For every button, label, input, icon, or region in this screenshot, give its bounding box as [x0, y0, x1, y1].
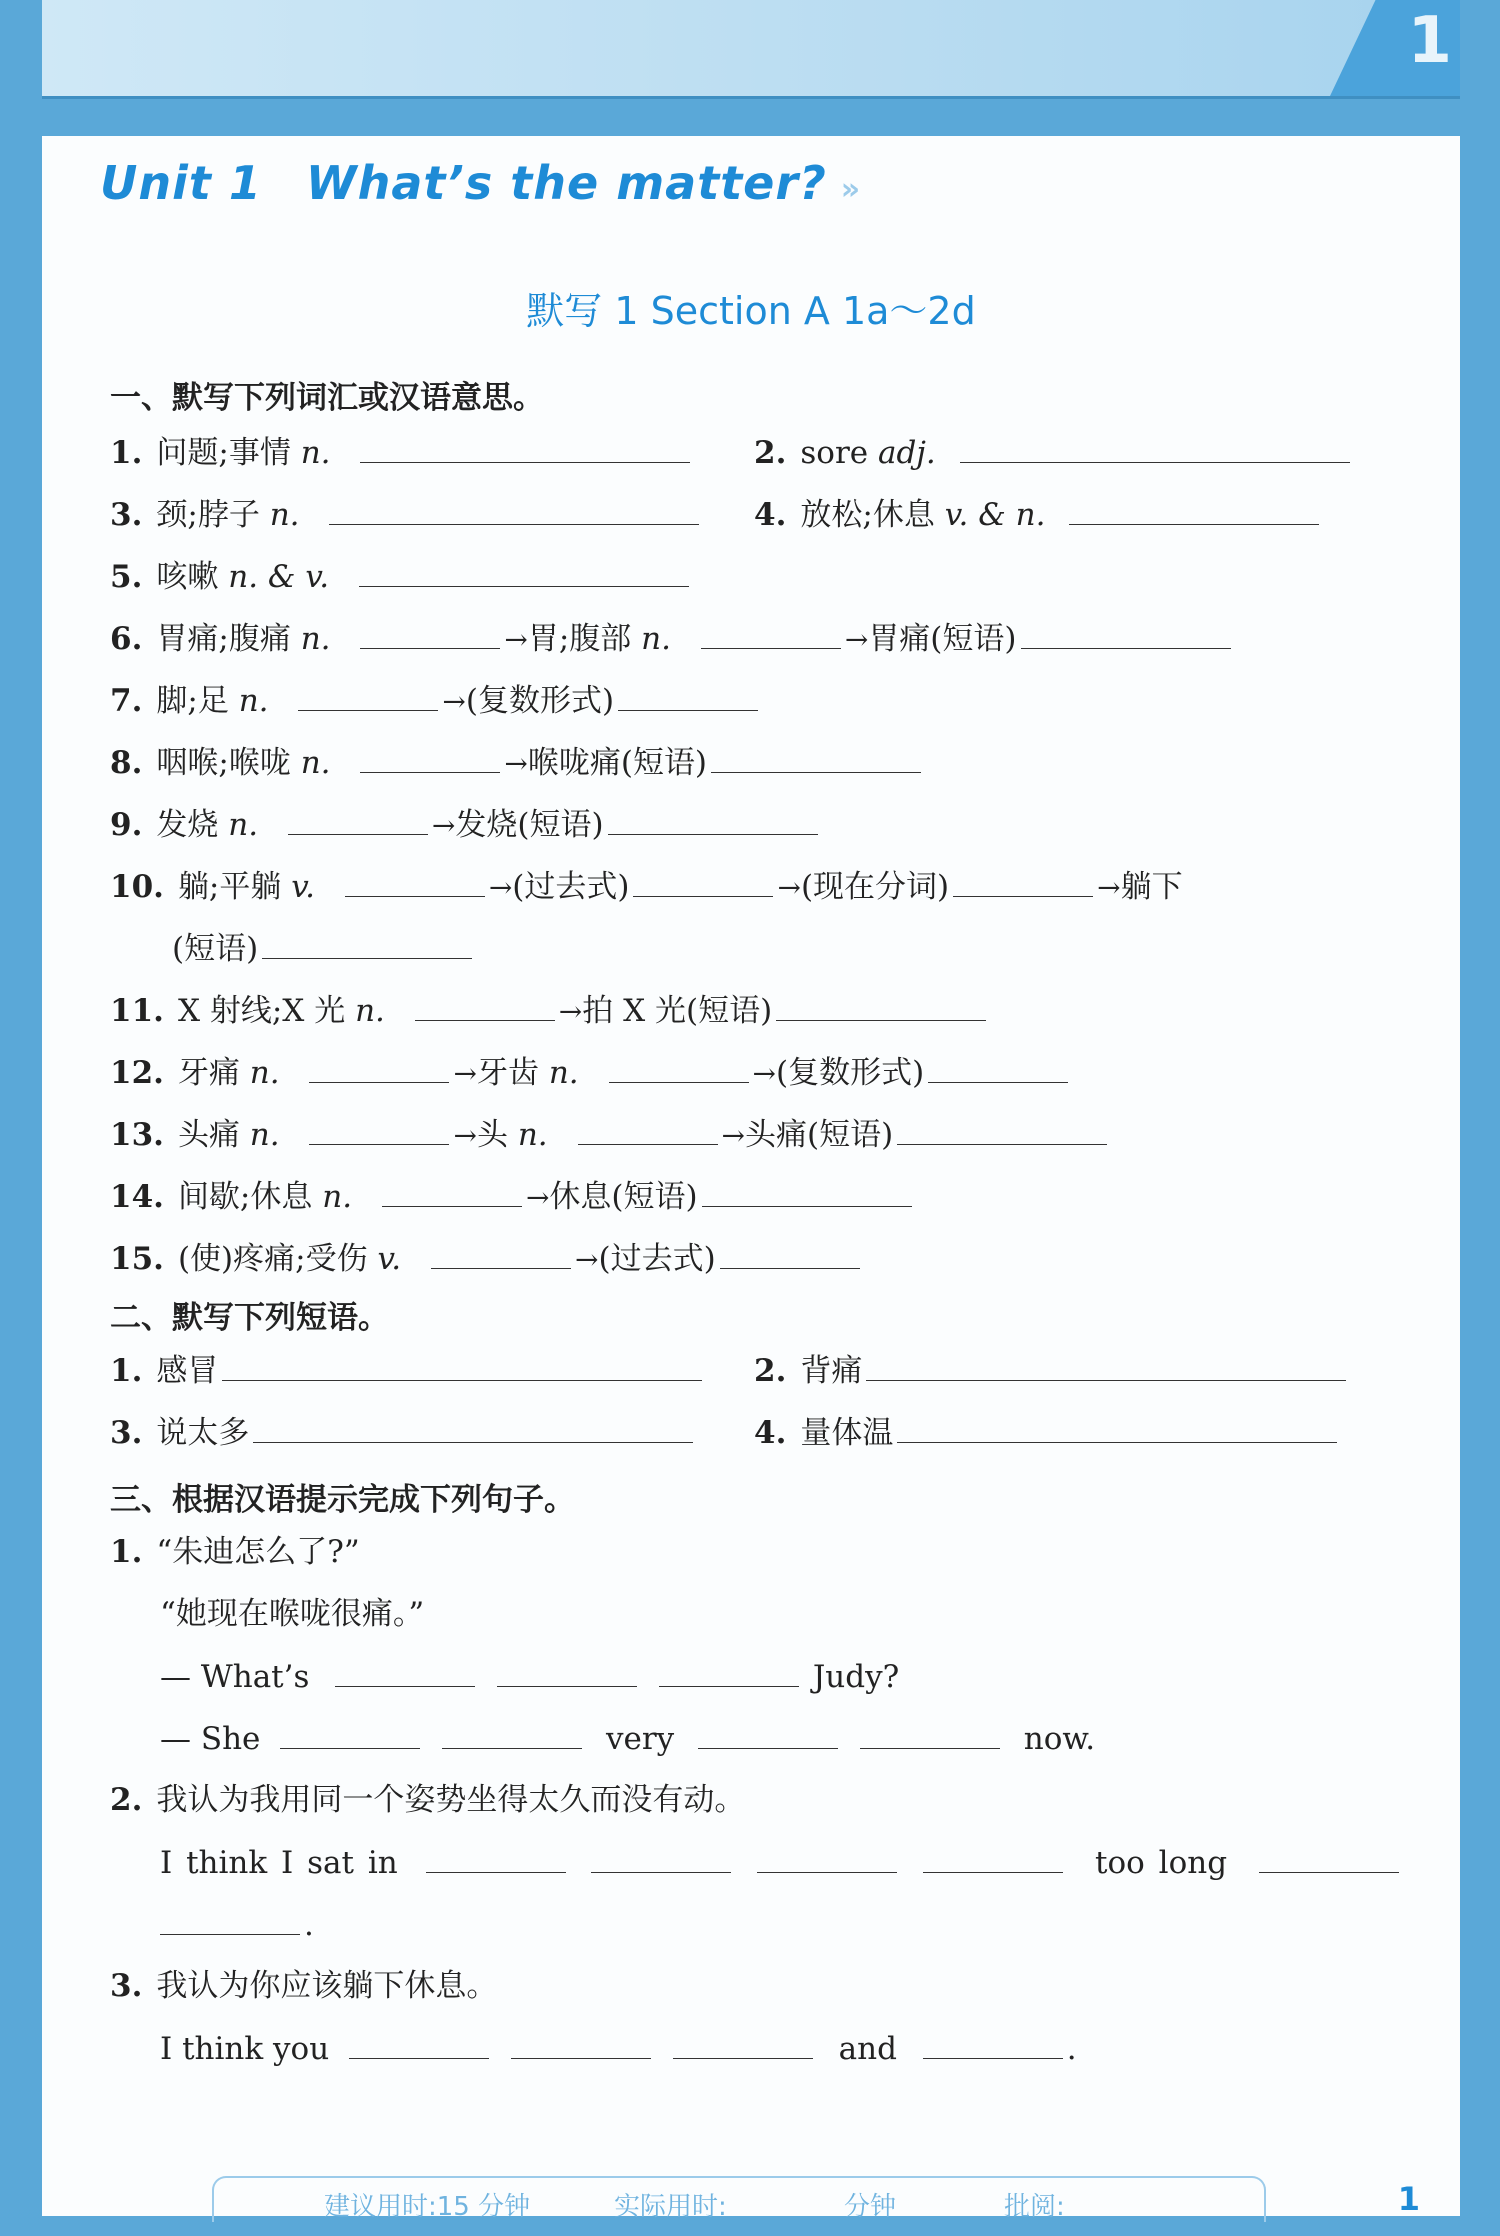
answer-blank[interactable] [442, 1718, 582, 1749]
vocab-item-13: 13. 头痛 n. →头 n. →头痛(短语) [110, 1114, 1111, 1156]
phrase-item-1: 1. 感冒 [110, 1350, 706, 1391]
answer-blank[interactable] [160, 1904, 300, 1935]
arrow-icon: → [1097, 871, 1121, 904]
arrow-icon: → [525, 1181, 550, 1214]
sentence-2-en: I think I sat in too long [160, 1842, 1403, 1883]
phrase-item-3: 3. 说太多 [110, 1412, 697, 1453]
sentence-1-cn1: 1. “朱迪怎么了?” [110, 1534, 360, 1570]
section-title: 默写 1 Section A 1a～2d [526, 289, 976, 333]
answer-blank[interactable] [960, 432, 1350, 463]
answer-blank[interactable] [253, 1412, 693, 1443]
answer-blank[interactable] [591, 1842, 731, 1873]
answer-blank[interactable] [329, 494, 699, 525]
answer-blank[interactable] [360, 618, 500, 649]
answer-blank[interactable] [1069, 494, 1319, 525]
answer-blank[interactable] [415, 990, 555, 1021]
answer-blank[interactable] [923, 2028, 1063, 2059]
actual-time-label: 实际用时: [614, 2192, 727, 2222]
answer-blank[interactable] [923, 1842, 1063, 1873]
answer-blank[interactable] [511, 2028, 651, 2059]
answer-blank[interactable] [673, 2028, 813, 2059]
answer-blank[interactable] [497, 1656, 637, 1687]
answer-blank[interactable] [298, 680, 438, 711]
arrow-icon: → [777, 871, 801, 904]
answer-blank[interactable] [222, 1350, 702, 1381]
answer-blank[interactable] [897, 1114, 1107, 1145]
sentence-1-cn2: “她现在喉咙很痛。” [160, 1596, 425, 1632]
answer-blank[interactable] [659, 1656, 799, 1687]
vocab-item-14: 14. 间歇;休息 n. →休息(短语) [110, 1176, 916, 1218]
vocab-item-15: 15. (使)疼痛;受伤 v. →(过去式) [110, 1238, 864, 1280]
vocab-item-5: 5. 咳嗽 n. & v. [110, 556, 693, 597]
answer-blank[interactable] [928, 1052, 1068, 1083]
top-banner [42, 0, 1460, 96]
answer-blank[interactable] [359, 556, 689, 587]
vocab-item-4: 4. 放松;休息 v. & n. [754, 494, 1323, 535]
unit-label: Unit 1 [100, 156, 262, 210]
answer-blank[interactable] [860, 1718, 1000, 1749]
answer-blank[interactable] [702, 1176, 912, 1207]
answer-blank[interactable] [776, 990, 986, 1021]
arrow-icon: → [575, 1243, 599, 1276]
sentence-3-en: I think you and . [160, 2028, 1077, 2069]
answer-blank[interactable] [288, 804, 428, 835]
answer-blank[interactable] [360, 432, 690, 463]
answer-blank[interactable] [426, 1842, 566, 1873]
answer-blank[interactable] [897, 1412, 1337, 1443]
arrow-icon: → [488, 871, 513, 904]
answer-blank[interactable] [309, 1114, 449, 1145]
arrow-icon: → [844, 623, 869, 656]
answer-blank[interactable] [335, 1656, 475, 1687]
answer-blank[interactable] [262, 928, 472, 959]
page-number: 1 [1397, 2180, 1420, 2218]
answer-blank[interactable] [382, 1176, 522, 1207]
vocab-item-1: 1. 问题;事情 n. [110, 432, 694, 473]
vocab-item-10: 10. 躺;平躺 v. →(过去式) →(现在分词) →躺下 [110, 866, 1183, 908]
review-label: 批阅: [1004, 2192, 1065, 2222]
answer-blank[interactable] [280, 1718, 420, 1749]
arrow-icon: → [721, 1119, 745, 1152]
vocab-item-11: 11. X 射线;X 光 n. →拍 X 光(短语) [110, 990, 990, 1032]
arrow-icon: → [504, 623, 528, 656]
sentence-3-cn: 3. 我认为你应该躺下休息。 [110, 1968, 498, 2004]
unit-title [100, 156, 861, 210]
answer-blank[interactable] [309, 1052, 449, 1083]
answer-blank[interactable] [720, 1238, 860, 1269]
vocab-item-2: 2. sore adj. [754, 432, 1354, 473]
vocab-item-3: 3. 颈;脖子 n. [110, 494, 703, 535]
time-record-bar [212, 2176, 1266, 2222]
answer-blank[interactable] [1259, 1842, 1399, 1873]
arrow-icon: → [504, 747, 528, 780]
suggested-time: 建议用时:15 分钟 [324, 2192, 531, 2222]
answer-blank[interactable] [608, 804, 818, 835]
part3-heading: 三、根据汉语提示完成下列句子。 [110, 1482, 575, 1518]
answer-blank[interactable] [711, 742, 921, 773]
part1-heading: 一、默写下列词汇或汉语意思。 [110, 380, 544, 416]
answer-blank[interactable] [1021, 618, 1231, 649]
tab-number: 1 [1407, 4, 1452, 78]
arrow-icon: → [431, 809, 456, 842]
phrase-item-4: 4. 量体温 [754, 1412, 1341, 1453]
unit-heading: What’s the matter? [305, 156, 827, 210]
answer-blank[interactable] [633, 866, 773, 897]
answer-blank[interactable] [431, 1238, 571, 1269]
arrow-icon: → [453, 1057, 477, 1090]
answer-blank[interactable] [618, 680, 758, 711]
answer-blank[interactable] [349, 2028, 489, 2059]
vocab-item-10-cont: (短语) [172, 928, 476, 969]
answer-blank[interactable] [953, 866, 1093, 897]
arrow-icon: → [752, 1057, 776, 1090]
arrow-icon: → [453, 1119, 477, 1152]
worksheet-page [42, 136, 1460, 2222]
vocab-item-6: 6. 胃痛;腹痛 n. →胃;腹部 n. →胃痛(短语) [110, 618, 1235, 660]
answer-blank[interactable] [757, 1842, 897, 1873]
answer-blank[interactable] [866, 1350, 1346, 1381]
vocab-item-9: 9. 发烧 n. →发烧(短语) [110, 804, 822, 846]
part2-heading: 二、默写下列短语。 [110, 1300, 389, 1336]
answer-blank[interactable] [698, 1718, 838, 1749]
arrow-icon: → [442, 685, 466, 718]
sentence-2-cn: 2. 我认为我用同一个姿势坐得太久而没有动。 [110, 1782, 746, 1818]
vocab-item-7: 7. 脚;足 n. →(复数形式) [110, 680, 762, 722]
vocab-item-8: 8. 咽喉;喉咙 n. →喉咙痛(短语) [110, 742, 925, 784]
minutes-label: 分钟 [844, 2192, 897, 2222]
answer-blank[interactable] [609, 1052, 749, 1083]
answer-blank[interactable] [345, 866, 485, 897]
sentence-1-en1: — What’s Judy? [160, 1656, 899, 1697]
sentence-2-en-cont: . [160, 1904, 314, 1945]
answer-blank[interactable] [578, 1114, 718, 1145]
sentence-1-en2: — She very now. [160, 1718, 1095, 1759]
arrow-icon: → [558, 995, 583, 1028]
answer-blank[interactable] [360, 742, 500, 773]
answer-blank[interactable] [701, 618, 841, 649]
phrase-item-2: 2. 背痛 [754, 1350, 1350, 1391]
chevron-icon: » [840, 172, 862, 207]
vocab-item-12: 12. 牙痛 n. →牙齿 n. →(复数形式) [110, 1052, 1072, 1094]
